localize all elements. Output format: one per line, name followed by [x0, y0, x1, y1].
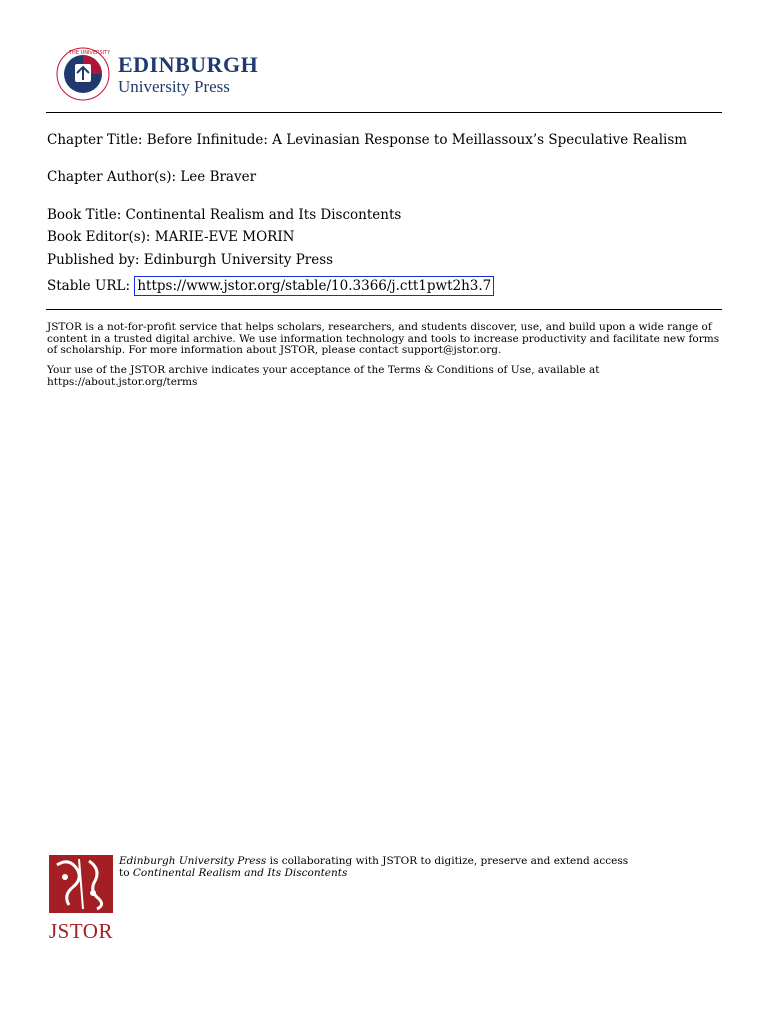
publisher-logo	[56, 47, 258, 101]
book-title-line	[47, 207, 401, 223]
top-divider	[46, 112, 722, 113]
middle-divider	[46, 309, 722, 310]
chapter-author-line	[47, 169, 256, 185]
book-editor-label: Book Editor(s):	[47, 229, 151, 245]
stable-url-label: Stable URL:	[47, 278, 131, 294]
university-seal-icon	[56, 47, 110, 101]
collab-book: Continental Realism and Its Discontents	[132, 867, 348, 879]
collab-publisher: Edinburgh University Press	[119, 855, 267, 867]
jstor-logo	[49, 855, 113, 944]
chapter-author-label: Chapter Author(s):	[47, 169, 177, 185]
book-editor: MARIE-EVE MORIN	[154, 229, 295, 245]
terms-notice: Your use of the JSTOR archive indicates your acceptance of the Terms & Conditions of Use, available at https://about.jstor.org/terms	[47, 364, 600, 388]
collab-to: to	[119, 867, 133, 879]
logo-subtitle: University Press	[118, 76, 230, 96]
jstor-mark-icon	[49, 855, 113, 913]
jstor-intro-notice: JSTOR is a not-for-profit service that helps scholars, researchers, and students discover, use, and build upon a wide range of content in a trusted digital archive. We use information technology and tools to increase productivity and facilitate new forms of scholarship. For more information about JSTOR, please contact support@jstor.org.	[47, 321, 720, 356]
chapter-author: Lee Braver	[180, 169, 257, 185]
book-editor-line	[47, 229, 294, 245]
collaboration-text	[119, 855, 719, 879]
book-title-label: Book Title:	[47, 207, 122, 223]
stable-url-link[interactable]: https://www.jstor.org/stable/10.3366/j.ctt1pwt2h3.7	[134, 276, 494, 296]
publisher-label: Published by:	[47, 252, 140, 268]
chapter-title: Before Infinitude: A Levinasian Response to Meillassoux’s Speculative Realism	[146, 132, 688, 148]
jstor-wordmark: JSTOR	[49, 919, 113, 943]
stable-url-line	[47, 278, 494, 294]
logo-name: EDINBURGH	[118, 51, 259, 77]
chapter-title-line	[47, 132, 727, 148]
chapter-title-label: Chapter Title:	[47, 132, 143, 148]
collab-text: is collaborating with JSTOR to digitize, preserve and extend access	[266, 855, 629, 867]
publisher-name: Edinburgh University Press	[143, 252, 334, 268]
svg-text:THE UNIVERSITY: THE UNIVERSITY	[69, 50, 110, 56]
publisher-line	[47, 252, 333, 268]
book-title: Continental Realism and Its Discontents	[125, 207, 402, 223]
